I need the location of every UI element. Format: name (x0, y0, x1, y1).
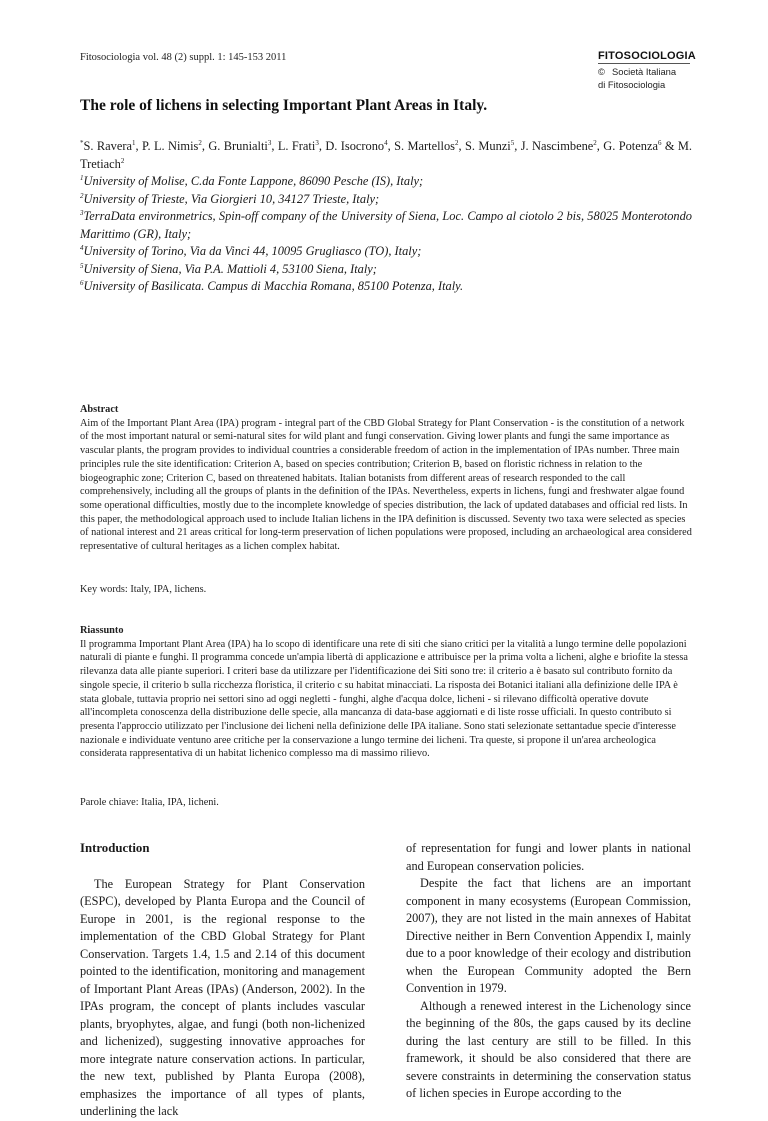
author-name: G. Brunialti (208, 139, 268, 153)
abstract-text: Aim of the Important Plant Area (IPA) program - integral part of the CBD Global Strategy for Plant Conservation - is the constitution of a network of the most important natural or semi-natural sites for wild plant and fungi conservation. Giving lower plants and fungi the same importance as vascular plants, the program provides to individual countries a considerable freedom of action in the implementation of IPAs number. Three main principles rule the site identification: Criterion A, based on species contribution; Criterion B, based on floristic richness in relation to the biogeographic zone; Criterion C, based on threatened habitats. Italian botanists from different areas of research responded to the call comprehensively, including all the groups of plants in the definition of the IPAs. Nevertheless, experts in lichens, fungi and freshwater algae found some operational difficulties, mostly due to the incomplete knowledge of species distribution, the lack of updated databases and official red lists. In this paper, the methodological approach used to include Italian lichens in the IPA definition is discussed. Seventy two taxa were selected as species of national interest and 21 areas critical for long-term preservation of lichen populations were proposed, including an archaeological area considered representative of cultural heritages as a lichen complex habitat. (80, 417, 692, 553)
society-logo (598, 50, 696, 90)
affiliation: $^6$University of Basilicata. Campus di Macchia Romana, 85100 Potenza, Italy. (80, 279, 464, 293)
paragraph: Despite the fact that lichens are an important component in many ecosystems (European Commission, 2007), they are not listed in the main annexes of Habitat Directive neither in Bern Convention Appendix I, mainly due to a poor knowledge of their ecology and distribution when the European Community adopted the Bern Convention in 1979. (406, 876, 691, 995)
author-name: P. L. Nimis (141, 139, 199, 153)
riassunto-text: Il programma Important Plant Area (IPA) ha lo scopo di identificare una rete di siti che siano critici per la vitalità a lungo termine delle popolazioni naturali di piante e funghi. Il programma concede un'ampia libertà di applicazione e attribuisce per la prima volta a licheni, alghe e briofite la stessa rilevanza data alle piante superiori. I criteri base da utilizzare per l'identificazione dei Siti sono tre: il criterio a è basato sul contributo fornito da singole specie, il criterio b sulla ricchezza floristica, il criterio c su habitat minacciati. La risposta dei Botanici italiani alla definizione delle IPA è stata globale, tuttavia proprio nei settori sino ad oggi negletti - funghi, alghe d'acqua dolce, licheni - si rilevano difficoltà operative dovute all'incompleta conoscenza della distribuzione delle specie, alla mancanza di data-base aggiornati e di liste rosse ufficiali. In questo contributo si presenta l'approccio utilizzato per l'inclusione dei licheni nella definizione delle IPA italiane. Sono stati selezionate settantadue specie d'interesse nazionale e individuate ventuno aree critiche per la conservazione a lungo termine dei licheni. Tra queste, si propone il un'area archeologica considerata rappresentativa di un habitat lichenico complesso ma di massimo rilievo. (80, 638, 688, 760)
author-name: L. Frati (277, 139, 316, 153)
author-list: *S. Ravera$^1$, P. L. Nimis$^2$, G. Brunialti$^3$, L. Frati$^3$, D. Isocrono$^4$, S. Martellos$^2$, S. Munzi$^5$, J. Nascimbene$^2$, G. Potenza$^6$ & M. Tretiach$^2$ (80, 139, 693, 171)
paragraph: The European Strategy for Plant Conservation (ESPC), developed by Planta Europa and the Council of Europe in 2001, is the regional response to the implementation of the CBD Global Strategy for Plant Conservation. Targets 1.4, 1.5 and 2.14 of this document pointed to the identification, monitoring and management of Important Plant Areas (IPAs) (Anderson, 2002). In the IPAs program, the concept of plants includes vascular plants, bryophytes, algae, and fungi (both non-lichenized and lichenized), suggesting innovative approaches for more integrate nature conservation actions. In particular, the new text, published by Planta Europa (2008), emphasizes the importance of all types of plants, underlining the lack (80, 876, 365, 1118)
body-column-left (80, 840, 365, 1121)
author-name: S. Ravera (83, 139, 132, 153)
body-column-right (406, 840, 691, 1103)
affiliation: $^3$TerraData environmetrics, Spin-off company of the University of Siena, Loc. Campo al ciotolo 2 bis, 58025 Monterotondo Marittimo (GR), Italy; (80, 209, 692, 241)
logo-line-1: Società Italiana (612, 66, 677, 77)
paper-title: The role of lichens in selecting Important Plant Areas in Italy. (80, 97, 488, 114)
logo-line-2: di Fitosociologia (598, 79, 666, 90)
parole-chiave: Parole chiave: Italia, IPA, licheni. (80, 797, 219, 808)
logo-wordmark: FITOSOCIOLOGIA (598, 50, 696, 62)
paragraph: Although a renewed interest in the Lichenology since the beginning of the 80s, the gaps caused by its decline during the last century are still to be filled. In this framework, it should be also considered that there are severe constraints in determining the conservation status of lichen species in Europe according to the (406, 998, 691, 1100)
author-block (80, 138, 692, 296)
author-name: G. Potenza (603, 139, 658, 153)
section-heading-introduction: Introduction (80, 841, 150, 855)
affiliation: $^4$University of Torino, Via da Vinci 44, 10095 Grugliasco (TO), Italy; (80, 244, 422, 258)
keywords: Key words: Italy, IPA, lichens. (80, 584, 207, 595)
abstract-heading: Abstract (80, 404, 119, 415)
affiliation: $^5$University of Siena, Via P.A. Mattioli 4, 53100 Siena, Italy; (80, 261, 377, 276)
paragraph: of representation for fungi and lower plants in national and European conservation policies. (406, 841, 691, 873)
affiliation: $^1$University of Molise, C.da Fonte Lappone, 86090 Pesche (IS), Italy; (80, 174, 424, 188)
author-name: & M. Tretiach (80, 139, 693, 171)
author-name: S. Martellos (394, 139, 455, 153)
author-name: S. Munzi (464, 139, 511, 153)
copyright-icon: © (598, 66, 605, 77)
author-name: D. Isocrono (325, 139, 385, 153)
author-name: J. Nascimbene (520, 139, 594, 153)
abstract (80, 403, 692, 554)
affiliation: $^2$University of Trieste, Via Giorgieri 10, 34127 Trieste, Italy; (80, 191, 380, 206)
riassunto-heading: Riassunto (80, 625, 124, 636)
journal-citation: Fitosociologia vol. 48 (2) suppl. 1: 145-153 2011 (80, 52, 287, 63)
riassunto (80, 624, 692, 761)
